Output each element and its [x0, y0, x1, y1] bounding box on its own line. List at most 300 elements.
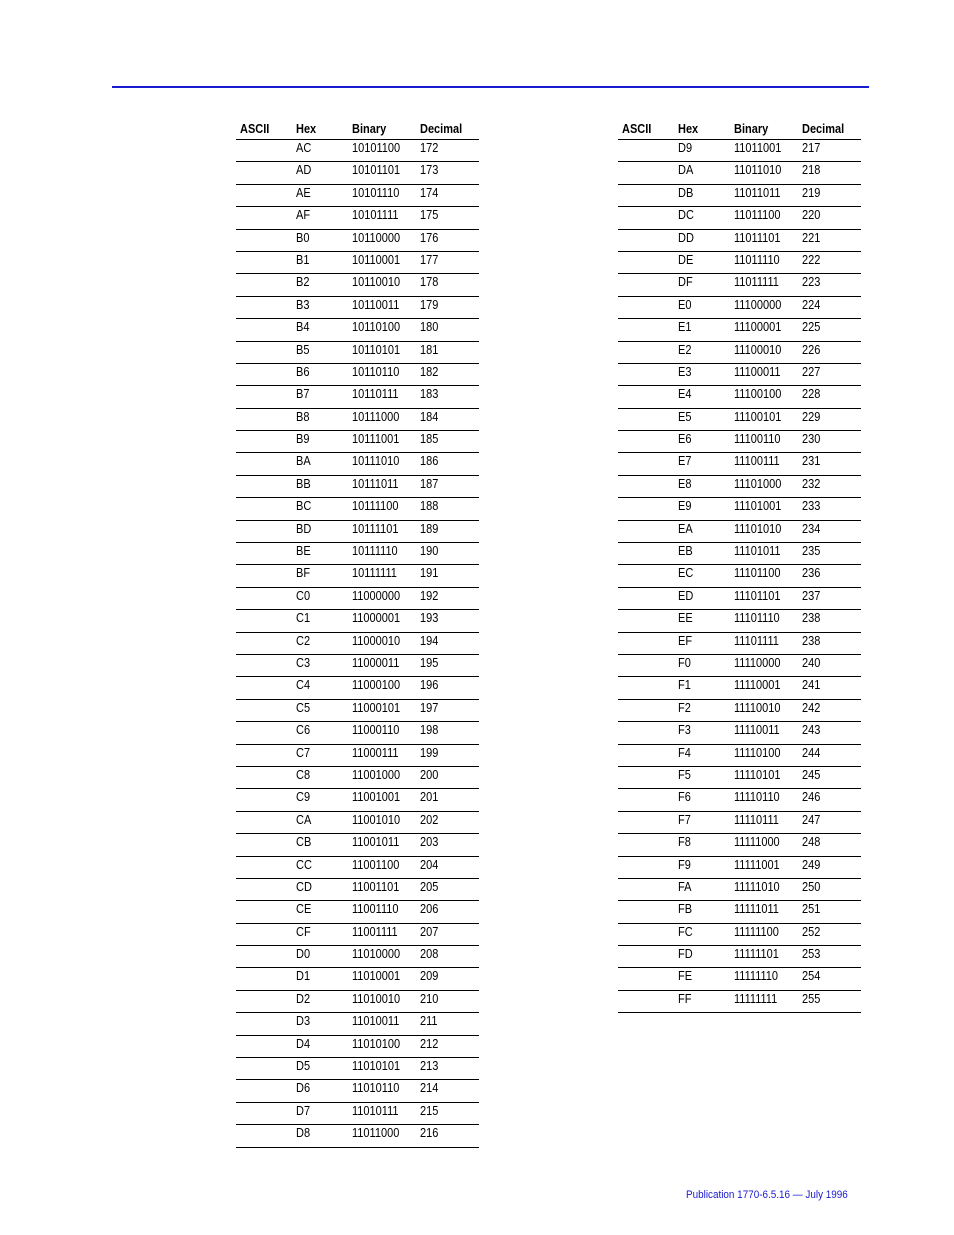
hex-cell: BE	[296, 544, 311, 559]
table-row	[618, 185, 861, 207]
header-ascii: ASCII	[622, 122, 652, 136]
table-row	[236, 946, 479, 968]
table-row	[236, 1080, 479, 1102]
decimal-cell: 210	[420, 991, 439, 1006]
table-row	[236, 1103, 479, 1125]
decimal-cell: 244	[802, 745, 821, 760]
table-row	[236, 521, 479, 543]
table-row	[618, 409, 861, 431]
table-row	[236, 386, 479, 408]
binary-cell: 11101100	[734, 566, 781, 581]
table-row	[618, 453, 861, 475]
decimal-cell: 224	[802, 297, 821, 312]
decimal-cell: 204	[420, 857, 439, 872]
hex-cell: FF	[678, 991, 692, 1006]
header-hex: Hex	[296, 122, 317, 136]
binary-cell: 11100110	[734, 432, 781, 447]
table-row	[618, 879, 861, 901]
hex-cell: C3	[296, 655, 311, 670]
binary-cell: 10111101	[352, 521, 399, 536]
binary-cell: 11101101	[734, 588, 781, 603]
hex-cell: E1	[678, 320, 692, 335]
decimal-cell: 177	[420, 252, 439, 267]
table-row	[618, 230, 861, 252]
decimal-cell: 255	[802, 991, 821, 1006]
decimal-cell: 195	[420, 655, 439, 670]
hex-cell: CB	[296, 835, 312, 850]
decimal-cell: 246	[802, 790, 821, 805]
decimal-cell: 241	[802, 678, 821, 693]
decimal-cell: 208	[420, 947, 439, 962]
table-row	[618, 789, 861, 811]
binary-cell: 11111110	[734, 969, 779, 984]
decimal-cell: 213	[420, 1059, 439, 1074]
decimal-cell: 248	[802, 835, 821, 850]
binary-cell: 11001010	[352, 812, 401, 827]
hex-cell: DD	[678, 230, 694, 245]
binary-cell: 11010111	[352, 1103, 399, 1118]
decimal-cell: 225	[802, 320, 821, 335]
table-row	[236, 543, 479, 565]
decimal-cell: 238	[802, 611, 821, 626]
table-row	[236, 207, 479, 229]
table-row	[618, 633, 861, 655]
hex-cell: B4	[296, 320, 310, 335]
hex-cell: F4	[678, 745, 691, 760]
decimal-cell: 253	[802, 947, 821, 962]
decimal-cell: 181	[420, 342, 439, 357]
binary-cell: 10110011	[352, 297, 400, 312]
decimal-cell: 194	[420, 633, 439, 648]
binary-cell: 11001011	[352, 835, 400, 850]
hex-cell: AD	[296, 163, 312, 178]
decimal-cell: 252	[802, 924, 821, 939]
decimal-cell: 226	[802, 342, 821, 357]
binary-cell: 10110110	[352, 364, 400, 379]
table-row	[236, 968, 479, 990]
table-row	[236, 588, 479, 610]
decimal-cell: 215	[420, 1103, 439, 1118]
binary-cell: 11000010	[352, 633, 401, 648]
hex-cell: E4	[678, 387, 692, 402]
hex-cell: D7	[296, 1103, 311, 1118]
decimal-cell: 236	[802, 566, 821, 581]
decimal-cell: 245	[802, 767, 821, 782]
hex-cell: BF	[296, 566, 311, 581]
binary-cell: 11101001	[734, 499, 782, 514]
hex-cell: BD	[296, 521, 312, 536]
table-row	[618, 991, 861, 1013]
decimal-cell: 193	[420, 611, 439, 626]
binary-cell: 10101101	[352, 163, 401, 178]
binary-cell: 11100001	[734, 320, 782, 335]
decimal-cell: 202	[420, 812, 439, 827]
binary-cell: 11111100	[734, 924, 779, 939]
decimal-cell: 251	[802, 902, 821, 917]
hex-cell: EE	[678, 611, 693, 626]
hex-cell: EC	[678, 566, 694, 581]
hex-cell: D1	[296, 969, 311, 984]
table-row	[236, 319, 479, 341]
hex-cell: D4	[296, 1036, 311, 1051]
table-row	[618, 745, 861, 767]
decimal-cell: 211	[420, 1014, 438, 1029]
decimal-cell: 203	[420, 835, 439, 850]
table-row	[618, 834, 861, 856]
table-row	[236, 1058, 479, 1080]
table-row	[236, 991, 479, 1013]
decimal-cell: 200	[420, 767, 439, 782]
binary-cell: 11001001	[352, 790, 401, 805]
table-row	[236, 1013, 479, 1035]
table-row	[236, 342, 479, 364]
table-row	[236, 162, 479, 184]
hex-cell: AE	[296, 185, 311, 200]
table-row	[618, 588, 861, 610]
decimal-cell: 240	[802, 655, 821, 670]
hex-cell: CE	[296, 902, 312, 917]
binary-cell: 10111000	[352, 409, 400, 424]
table-row	[618, 521, 861, 543]
decimal-cell: 198	[420, 723, 439, 738]
decimal-cell: 229	[802, 409, 821, 424]
hex-cell: BA	[296, 454, 311, 469]
decimal-cell: 206	[420, 902, 439, 917]
binary-cell: 11111101	[734, 947, 779, 962]
table-row	[236, 834, 479, 856]
hex-cell: D2	[296, 991, 311, 1006]
decimal-cell: 187	[420, 476, 439, 491]
binary-cell: 11000101	[352, 700, 401, 715]
decimal-cell: 218	[802, 163, 821, 178]
binary-cell: 11001110	[352, 902, 399, 917]
binary-cell: 11010011	[352, 1014, 400, 1029]
table-row	[236, 409, 479, 431]
binary-cell: 10111100	[352, 499, 399, 514]
decimal-cell: 209	[420, 969, 439, 984]
binary-cell: 11100111	[734, 454, 780, 469]
hex-cell: E6	[678, 432, 692, 447]
table-row	[236, 1036, 479, 1058]
decimal-cell: 228	[802, 387, 821, 402]
table-row	[236, 610, 479, 632]
hex-cell: B0	[296, 230, 310, 245]
decimal-cell: 214	[420, 1081, 439, 1096]
decimal-cell: 237	[802, 588, 821, 603]
binary-cell: 11000111	[352, 745, 399, 760]
hex-cell: F2	[678, 700, 691, 715]
binary-cell: 11011111	[734, 275, 779, 290]
binary-cell: 11001100	[352, 857, 400, 872]
table-row	[618, 565, 861, 587]
hex-cell: F3	[678, 723, 691, 738]
decimal-cell: 223	[802, 275, 821, 290]
decimal-cell: 220	[802, 208, 821, 223]
top-rule	[112, 86, 869, 88]
binary-cell: 11011101	[734, 230, 781, 245]
ascii-table-right	[618, 120, 861, 1013]
table-row	[236, 767, 479, 789]
hex-cell: CF	[296, 924, 311, 939]
table-row	[236, 700, 479, 722]
hex-cell: D3	[296, 1014, 311, 1029]
binary-cell: 11010100	[352, 1036, 401, 1051]
binary-cell: 11110000	[734, 655, 781, 670]
binary-cell: 11011010	[734, 163, 782, 178]
table-row	[236, 476, 479, 498]
hex-cell: E8	[678, 476, 692, 491]
table-row	[236, 857, 479, 879]
table-row	[236, 879, 479, 901]
table-row	[618, 655, 861, 677]
decimal-cell: 221	[802, 230, 821, 245]
table-row	[236, 655, 479, 677]
table-row	[618, 364, 861, 386]
binary-cell: 10111111	[352, 566, 397, 581]
decimal-cell: 191	[420, 566, 439, 581]
binary-cell: 11011110	[734, 252, 780, 267]
hex-cell: E9	[678, 499, 692, 514]
table-row	[618, 924, 861, 946]
decimal-cell: 238	[802, 633, 821, 648]
header-decimal: Decimal	[802, 122, 845, 136]
decimal-cell: 180	[420, 320, 439, 335]
header-ascii: ASCII	[240, 122, 270, 136]
table-row	[618, 677, 861, 699]
decimal-cell: 172	[420, 141, 439, 155]
hex-cell: B6	[296, 364, 310, 379]
binary-cell: 11100011	[734, 364, 781, 379]
hex-cell: B8	[296, 409, 310, 424]
decimal-cell: 235	[802, 544, 821, 559]
binary-cell: 11101111	[734, 633, 779, 648]
decimal-cell: 207	[420, 924, 439, 939]
decimal-cell: 185	[420, 432, 439, 447]
table-row	[236, 297, 479, 319]
table-body	[236, 140, 479, 1148]
table-row	[236, 364, 479, 386]
table-row	[236, 453, 479, 475]
hex-cell: C5	[296, 700, 311, 715]
binary-cell: 11110011	[734, 723, 780, 738]
table-row	[618, 252, 861, 274]
hex-cell: EF	[678, 633, 693, 648]
decimal-cell: 190	[420, 544, 439, 559]
hex-cell: C7	[296, 745, 311, 760]
hex-cell: EA	[678, 521, 693, 536]
table-header	[618, 120, 861, 140]
binary-cell: 10111010	[352, 454, 400, 469]
decimal-cell: 205	[420, 879, 439, 894]
hex-cell: C1	[296, 611, 311, 626]
decimal-cell: 219	[802, 185, 821, 200]
binary-cell: 11111001	[734, 857, 780, 872]
hex-cell: B7	[296, 387, 310, 402]
header-binary: Binary	[352, 122, 387, 136]
binary-cell: 11110100	[734, 745, 781, 760]
table-row	[236, 498, 479, 520]
table-row	[618, 968, 861, 990]
table-row	[236, 565, 479, 587]
hex-cell: E5	[678, 409, 692, 424]
table-row	[236, 789, 479, 811]
binary-cell: 11001000	[352, 767, 401, 782]
decimal-cell: 230	[802, 432, 821, 447]
decimal-cell: 186	[420, 454, 439, 469]
hex-cell: DA	[678, 163, 694, 178]
hex-cell: CC	[296, 857, 312, 872]
table-row	[618, 946, 861, 968]
binary-cell: 11110001	[734, 678, 781, 693]
binary-cell: 10111011	[352, 476, 399, 491]
binary-cell: 11100100	[734, 387, 782, 402]
hex-cell: C9	[296, 790, 311, 805]
decimal-cell: 234	[802, 521, 821, 536]
header-decimal: Decimal	[420, 122, 463, 136]
decimal-cell: 227	[802, 364, 821, 379]
hex-cell: F5	[678, 767, 691, 782]
hex-cell: FA	[678, 879, 692, 894]
table-row	[618, 812, 861, 834]
decimal-cell: 199	[420, 745, 439, 760]
decimal-cell: 189	[420, 521, 439, 536]
table-row	[618, 722, 861, 744]
hex-cell: AF	[296, 208, 311, 223]
binary-cell: 10110100	[352, 320, 401, 335]
binary-cell: 11000100	[352, 678, 401, 693]
ascii-table-left	[236, 120, 479, 1148]
hex-cell: D5	[296, 1059, 311, 1074]
binary-cell: 11000110	[352, 723, 400, 738]
hex-cell: EB	[678, 544, 693, 559]
decimal-cell: 197	[420, 700, 439, 715]
decimal-cell: 179	[420, 297, 439, 312]
decimal-cell: 175	[420, 208, 439, 223]
decimal-cell: 222	[802, 252, 821, 267]
binary-cell: 11011001	[734, 141, 782, 155]
binary-cell: 10110001	[352, 252, 401, 267]
table-row	[236, 722, 479, 744]
decimal-cell: 217	[802, 141, 821, 155]
hex-cell: F1	[678, 678, 691, 693]
decimal-cell: 183	[420, 387, 439, 402]
hex-cell: FC	[678, 924, 693, 939]
decimal-cell: 232	[802, 476, 821, 491]
hex-cell: F8	[678, 835, 691, 850]
table-row	[618, 498, 861, 520]
table-row	[236, 1125, 479, 1147]
binary-cell: 10110000	[352, 230, 401, 245]
decimal-cell: 231	[802, 454, 821, 469]
hex-cell: F7	[678, 812, 691, 827]
table-row	[236, 274, 479, 296]
table-body	[618, 140, 861, 1013]
table-row	[618, 162, 861, 184]
decimal-cell: 247	[802, 812, 821, 827]
binary-cell: 11000001	[352, 611, 401, 626]
decimal-cell: 174	[420, 185, 439, 200]
decimal-cell: 233	[802, 499, 821, 514]
table-row	[236, 924, 479, 946]
hex-cell: D9	[678, 141, 693, 155]
binary-cell: 10111001	[352, 432, 400, 447]
table-row	[618, 767, 861, 789]
hex-cell: DC	[678, 208, 694, 223]
hex-cell: BB	[296, 476, 311, 491]
table-row	[618, 543, 861, 565]
table-row	[618, 386, 861, 408]
binary-cell: 11010000	[352, 947, 401, 962]
decimal-cell: 184	[420, 409, 439, 424]
binary-cell: 10101110	[352, 185, 400, 200]
table-row	[618, 901, 861, 923]
table-row	[618, 140, 861, 162]
binary-cell: 11100101	[734, 409, 782, 424]
binary-cell: 10101100	[352, 141, 401, 155]
hex-cell: B1	[296, 252, 310, 267]
decimal-cell: 254	[802, 969, 821, 984]
table-row	[618, 857, 861, 879]
binary-cell: 11101010	[734, 521, 782, 536]
header-binary: Binary	[734, 122, 769, 136]
hex-cell: FE	[678, 969, 693, 984]
binary-cell: 11010010	[352, 991, 401, 1006]
binary-cell: 11010001	[352, 969, 401, 984]
binary-cell: 11100000	[734, 297, 782, 312]
table-row	[618, 431, 861, 453]
hex-cell: E7	[678, 454, 692, 469]
hex-cell: E2	[678, 342, 692, 357]
binary-cell: 11011100	[734, 208, 781, 223]
binary-cell: 11000000	[352, 588, 401, 603]
table-row	[618, 297, 861, 319]
decimal-cell: 188	[420, 499, 439, 514]
hex-cell: AC	[296, 141, 312, 155]
decimal-cell: 212	[420, 1036, 439, 1051]
hex-cell: FB	[678, 902, 693, 917]
table-row	[618, 476, 861, 498]
hex-cell: D8	[296, 1126, 311, 1141]
decimal-cell: 192	[420, 588, 439, 603]
decimal-cell: 216	[420, 1126, 439, 1141]
binary-cell: 11101011	[734, 544, 781, 559]
hex-cell: C4	[296, 678, 311, 693]
binary-cell: 10101111	[352, 208, 399, 223]
hex-cell: F6	[678, 790, 691, 805]
hex-cell: DB	[678, 185, 694, 200]
table-row	[618, 342, 861, 364]
binary-cell: 11111000	[734, 835, 780, 850]
hex-cell: D0	[296, 947, 311, 962]
table-row	[236, 745, 479, 767]
publication-footer: Publication 1770-6.5.16 — July 1996	[686, 1189, 848, 1201]
binary-cell: 11001101	[352, 879, 400, 894]
binary-cell: 11011000	[352, 1126, 400, 1141]
table-row	[236, 140, 479, 162]
binary-cell: 11010101	[352, 1059, 401, 1074]
table-row	[236, 812, 479, 834]
table-row	[236, 677, 479, 699]
decimal-cell: 182	[420, 364, 439, 379]
table-row	[618, 207, 861, 229]
binary-cell: 11100010	[734, 342, 782, 357]
hex-cell: DE	[678, 252, 694, 267]
binary-cell: 11110110	[734, 790, 780, 805]
table-row	[618, 700, 861, 722]
binary-cell: 11000011	[352, 655, 400, 670]
hex-cell: DF	[678, 275, 693, 290]
binary-cell: 11111111	[734, 991, 778, 1006]
